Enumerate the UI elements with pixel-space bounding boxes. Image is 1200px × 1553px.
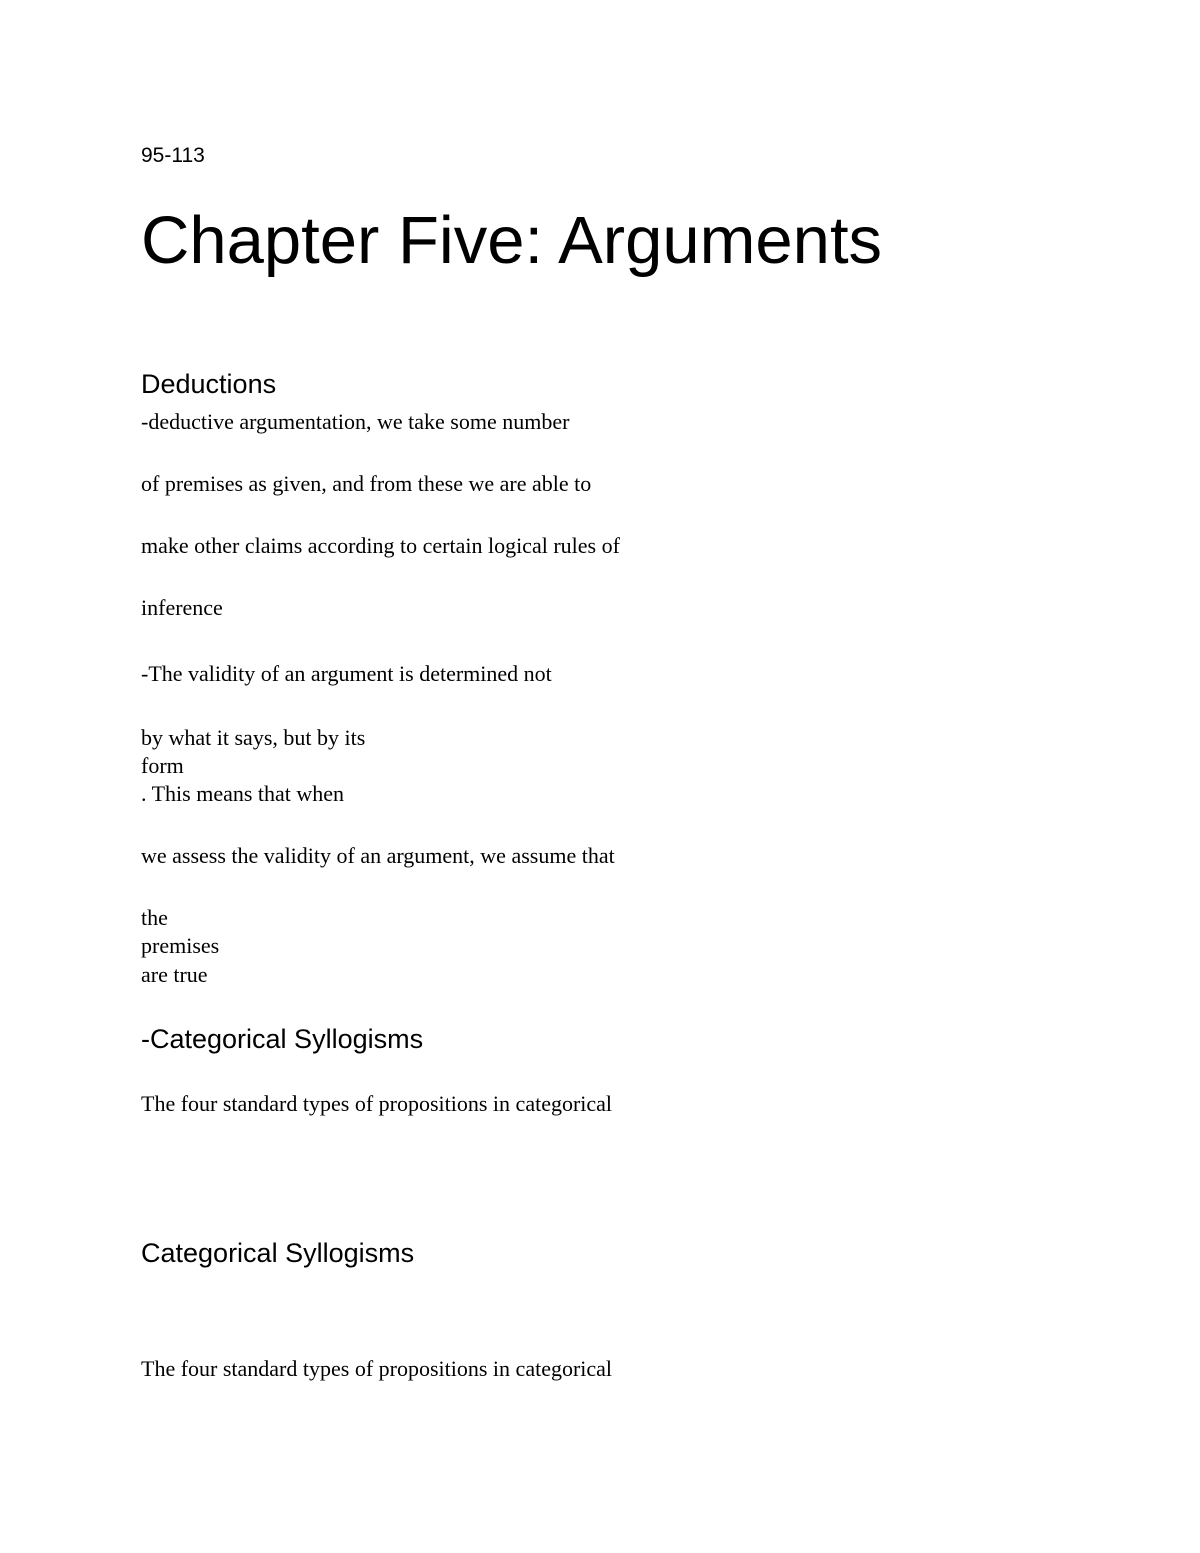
text-line: make other claims according to certain logical rules of xyxy=(141,533,620,558)
text-line: the xyxy=(141,905,168,930)
text-line: -deductive argumentation, we take some number xyxy=(141,409,570,434)
text-line: inference xyxy=(141,595,223,620)
section-heading-categorical-syllogisms: Categorical Syllogisms xyxy=(141,1238,415,1268)
section-heading-categorical-syllogisms-dash: -Categorical Syllogisms xyxy=(141,1024,424,1054)
text-line: premises xyxy=(141,933,220,958)
section-heading-deductions: Deductions xyxy=(141,369,277,399)
page-title: Chapter Five: Arguments xyxy=(141,203,883,278)
course-code: 95-113 xyxy=(141,144,205,167)
text-line: . This means that when xyxy=(141,781,345,806)
text-line: of premises as given, and from these we are able to xyxy=(141,471,592,496)
text-line: are true xyxy=(141,962,208,987)
text-line: by what it says, but by its xyxy=(141,725,366,750)
text-line: we assess the validity of an argument, we assume that xyxy=(141,843,615,868)
text-line: form xyxy=(141,753,184,778)
text-line: The four standard types of propositions in categorical xyxy=(141,1091,613,1116)
text-line: The four standard types of propositions in categorical xyxy=(141,1356,613,1381)
text-line: -The validity of an argument is determined not xyxy=(141,661,552,686)
